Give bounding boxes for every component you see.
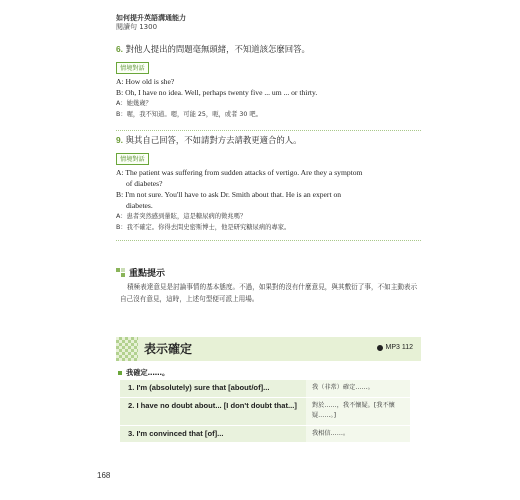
phrase-row <box>120 426 410 443</box>
tip-heading <box>116 266 165 279</box>
dialogue-tag: 情境對話 <box>116 153 149 165</box>
tip-title: 重點提示 <box>129 269 166 279</box>
translation-a: A：她幾歲？ <box>116 99 152 107</box>
subsection-title: 我確定……。 <box>126 368 170 377</box>
mp3-track-text: MP3 112 <box>385 344 413 351</box>
question-9-text: 與其自己回答，不如請對方去請教更適合的人。 <box>125 135 302 145</box>
question-6 <box>116 44 421 120</box>
dialogue-line-a: A: How old is she? <box>116 76 175 86</box>
translation-b: B：我不確定。你得去問史密斯博士，他是研究糖尿病的專家。 <box>116 223 291 231</box>
dialogue-line-a: A: The patient was suffering from sudden attacks of vertigo. Are they a symptom <box>116 167 363 177</box>
tip-body: 積極表達意見是討論事情的基本態度。不過，如果對的沒有什麼意見，與其敷衍了事，不如主動表示自己沒有意見，這時，上述句型便可派上用場。 <box>120 283 418 303</box>
section-title: 表示確定 <box>144 342 193 356</box>
phrase-english: 3. I'm convinced that [of]... <box>128 428 224 438</box>
dialogue-line-b: B: I'm not sure. You'll have to ask Dr. Smith about that. He is an expert on <box>116 189 342 199</box>
dialogue-line-b: B: Oh, I have no idea. Well, perhaps twenty five ... um ... or thirty. <box>116 87 318 97</box>
question-6-title <box>116 44 421 55</box>
question-9 <box>116 135 421 233</box>
subsection-heading <box>118 368 169 378</box>
square-bullet-icon <box>118 371 122 375</box>
dotted-divider <box>116 130 421 131</box>
book-subtitle: 閱讀句 1300 <box>116 23 158 32</box>
phrase-table <box>120 380 410 442</box>
mp3-track-label <box>377 344 414 351</box>
phrase-chinese: 我（非常）確定……。 <box>306 380 410 397</box>
phrase-row <box>120 398 410 426</box>
question-6-text: 對他人提出的問題毫無頭緒，不知道該怎麼回答。 <box>125 44 310 54</box>
section-banner <box>116 337 421 361</box>
phrase-chinese: 我相信……。 <box>306 426 410 443</box>
dialogue-tag: 情境對話 <box>116 62 149 74</box>
translation-b: B：喔，我不知道。嗯，可能 25，呃，或者 30 吧。 <box>116 110 262 118</box>
dotted-divider <box>116 240 421 241</box>
checker-pattern-icon <box>116 337 138 361</box>
checker-squares-icon <box>116 268 126 278</box>
phrase-chinese: 對於……，我不懷疑。[我不懷疑……。] <box>306 398 410 425</box>
translation-a: A：患者突然感到暈眩，這是糖尿病的徵兆嗎？ <box>116 212 247 220</box>
question-9-title <box>116 135 421 146</box>
book-title: 如何提升英語溝通能力 <box>116 14 186 22</box>
phrase-english: 2. I have no doubt about... [I don't doubt that...] <box>128 400 297 410</box>
page-number: 168 <box>97 471 111 480</box>
audio-disc-icon <box>377 345 383 351</box>
question-6-number: 6. <box>116 44 123 54</box>
dialogue-line-a-cont: of diabetes? <box>126 178 163 188</box>
question-9-number: 9. <box>116 135 123 145</box>
running-header <box>116 14 186 32</box>
dialogue-line-b-cont: diabetes. <box>126 200 153 210</box>
phrase-english: 1. I'm (absolutely) sure that [about/of]... <box>128 383 270 392</box>
phrase-row <box>120 380 410 398</box>
